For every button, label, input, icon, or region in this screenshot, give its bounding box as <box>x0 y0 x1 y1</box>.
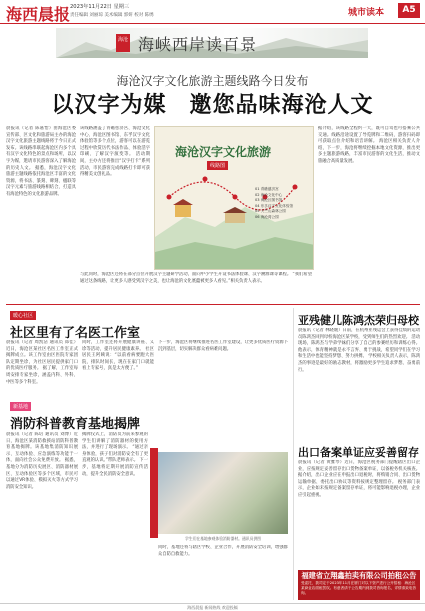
map-legend-item: 02 海沧文化中心 <box>255 192 283 197</box>
fire-station-photo <box>158 452 288 534</box>
photo-ribbon <box>150 448 158 538</box>
ad-title: 福建省立翔鑫拍卖有限公司拍租公告 <box>301 571 417 580</box>
map-legend <box>255 187 311 221</box>
lead-column-3: 与此同时，海沧区还将在部分点位开展汉字主题研学活动，面向中小学生开设书法体验课、汉字溯源课等课程。 “我们希望通过这条线路，让更多人感受到汉字之美，也让海沧的文化底蕴被更多人看见。”相关负责人表示。 <box>80 272 312 284</box>
page-footer: 海西晨报 新闻热线 欢迎投稿 <box>0 603 425 611</box>
story2-column-3: 下一步，海沧区将继续推进名医工作室建设，让更多优质医疗资源下沉到基层，切实解决群众看病难问题。 <box>158 340 288 352</box>
ad-body: 受委托，我司定于2023年11月在厦门对以下资产进行公开招租：海沧区某商业店面租赁权。有意者请于公告期内到我司咨询报名，详情请致电咨询。 <box>301 581 416 595</box>
story3-column-2: 揭牌仪式上，消防员为前来参观的学生们讲解了消防器材的使用方法，并进行了现场演示。 “通过亲身体验，孩子们对消防安全有了更直观的认识。”带队老师表示。 下一步，基地将定期开展消防宣传活动，提升全民消防安全意识。 <box>82 432 148 477</box>
story3-kicker: 新基地 <box>10 402 31 411</box>
editor-credits: 责任编辑 刘丽琼 美术编辑 郭妍 校对 陈绣 <box>70 13 154 18</box>
column-divider <box>293 308 294 600</box>
map-legend-item: 06 海沧湾公园 <box>255 214 279 219</box>
map-legend-item: 05 天竺山森林公园 <box>255 209 286 214</box>
story4-body: 晨报讯（记者 林晓媛）日前，在杭州亚残运会上获得佳绩的运动员陈鸿杰回到母校海沧区某学校，受到师生们的热烈欢迎。 活动现场，陈鸿杰与学弟学妹们分享了自己的参赛经历和训练心得。他表示，体育精神就是永不言弃、勇于挑战，希望同学们在学习和生活中也能坚持梦想、努力拼搏。 学校相关负责人表示，陈鸿杰的事迹是最好的励志教材，将激励更多学生追求梦想、奋勇前行。 <box>298 328 420 373</box>
section-title: 城市读本 <box>348 8 385 18</box>
lead-subhead: 海沧汉字文化旅游主题线路今日发布 <box>116 74 309 88</box>
photo-caption: 学生们在基地参观体验消防器材。通讯员供图 <box>185 536 261 541</box>
lead-headline: 以汉字为媒 邀您品味海沧人文 <box>51 93 374 118</box>
map-badge: 线路图 <box>207 161 228 170</box>
story3-title: 消防科普教育基地揭牌 <box>10 417 141 432</box>
section-divider <box>6 304 420 305</box>
story2-column-2: 同时，工作室还将开展健康讲座、义诊等活动，提升居民健康素养。 社区居民王阿姨说：“以前看病要跑大医院，排队时间长，现在在家门口就能看上专家号，真是太方便了。” <box>82 340 154 372</box>
lead-column-1: 晨报讯（记者 陈嘉怡）由海沧区委宣传部、区文化和旅游局主办的海沧汉字文化旅游主题线路将于今日正式发布。该线路串联起海沧区内多个具有汉字文化特色的景点和场所，以汉字为媒，邀请市民游客深入了解海沧的历史人文。 据悉，海沧汉字文化旅游主题线路依托海沧区丰富的文化资源，将书法、篆刻、碑刻、楹联等汉字元素与旅游线路相结合，打造具有海沧特色的文化旅游品牌。 <box>6 126 76 197</box>
map-title: 海沧汉字文化旅游 <box>175 145 272 159</box>
page-number: A5 <box>398 3 420 18</box>
lead-column-right: 据介绍，该线路全程约一天，既可自驾也可搭乘公共交通。线路沿途设置了导览牌和二维码，游客扫码即可获取点位介绍和语音讲解。 海沧区相关负责人介绍，下一步，海沧将继续挖掘本地文化资源，推出更多主题旅游线路，丰富市民游客的文化生活，推动文旅融合高质量发展。 <box>318 126 420 164</box>
route-map-graphic <box>154 126 314 270</box>
map-legend-item: 04 东孚汉字文化体验馆 <box>255 203 294 208</box>
lead-column-2: 该线路涵盖了青礁慈济宫、海沧文化中心、海沧区图书馆、东孚汉字文化体验馆等多个点位，游客可以在游览过程中欣赏历代书法作品、体验活字印刷、了解汉字演变等。 活动期间，主办方还将推出“汉字打卡”系列活动，市民游客完成线路打卡即可获得精美文创礼品。 <box>80 126 150 178</box>
story4-title: 亚残健儿陈鸿杰荣归母校 <box>298 314 419 327</box>
banner-title: 海峡西岸读百景 <box>138 35 258 54</box>
story3-column-3: 同时，基地还将与辖区学校、企业合作，开展消防安全培训，增强群众自防自救能力。 <box>158 545 288 557</box>
map-legend-item: 03 海沧区图书馆 <box>255 198 283 203</box>
story2-kicker: 暖心社区 <box>10 311 36 320</box>
auction-notice-ad <box>298 570 420 600</box>
issue-date: 2023年11月22日 星期三 <box>70 4 130 10</box>
story5-body: 晨报讯（记者 黄雅琴）近日，海沧区税务部门提醒辖区出口企业，应按规定妥善留存出口货物备案单证，以备税务机关核查。 据介绍，出口企业应在申报出口退税时，将购销合同、出口货物运输单据、委托出口协议等资料按规定整理留存。 税务部门表示，企业如未按规定备案留存单证，将可能影响退税办理，企业应引起重视。 <box>298 460 420 498</box>
story2-column-1: 晨报讯（记者 周凯洁 通讯员 郑佳）近日，海沧区某社区名医工作室正式揭牌成立。该工作室由区医院专家团队定期坐诊，为社区居民提供家门口的优质医疗服务。 据了解，工作室每周安排专家坐诊，涵盖内科、外科、中医等多个科室。 <box>6 340 78 385</box>
banner-seal: 海沧 <box>116 34 130 52</box>
newspaper-logo: 海西晨报 <box>6 5 71 24</box>
story3-column-1: 晨报讯（记者 陈培 通讯员 刘博）近日，海沧区某消防救援站消防科普教育基地揭牌。该基地集消防知识展示、互动体验、应急演练等功能于一体，面向社会公众免费开放。 据悉，基地分为消防历史展区、消防器材展区、互动体验区等多个区域，市民可以通过VR体验、模拟灭火等方式学习消防安全知识。 <box>6 432 78 490</box>
column-banner <box>56 28 368 58</box>
masthead <box>0 0 425 24</box>
map-legend-item: 01 青礁慈济宫 <box>255 187 279 191</box>
story2-title: 社区里有了名医工作室 <box>10 326 141 341</box>
story5-title: 出口备案单证应妥善留存 <box>298 446 419 459</box>
